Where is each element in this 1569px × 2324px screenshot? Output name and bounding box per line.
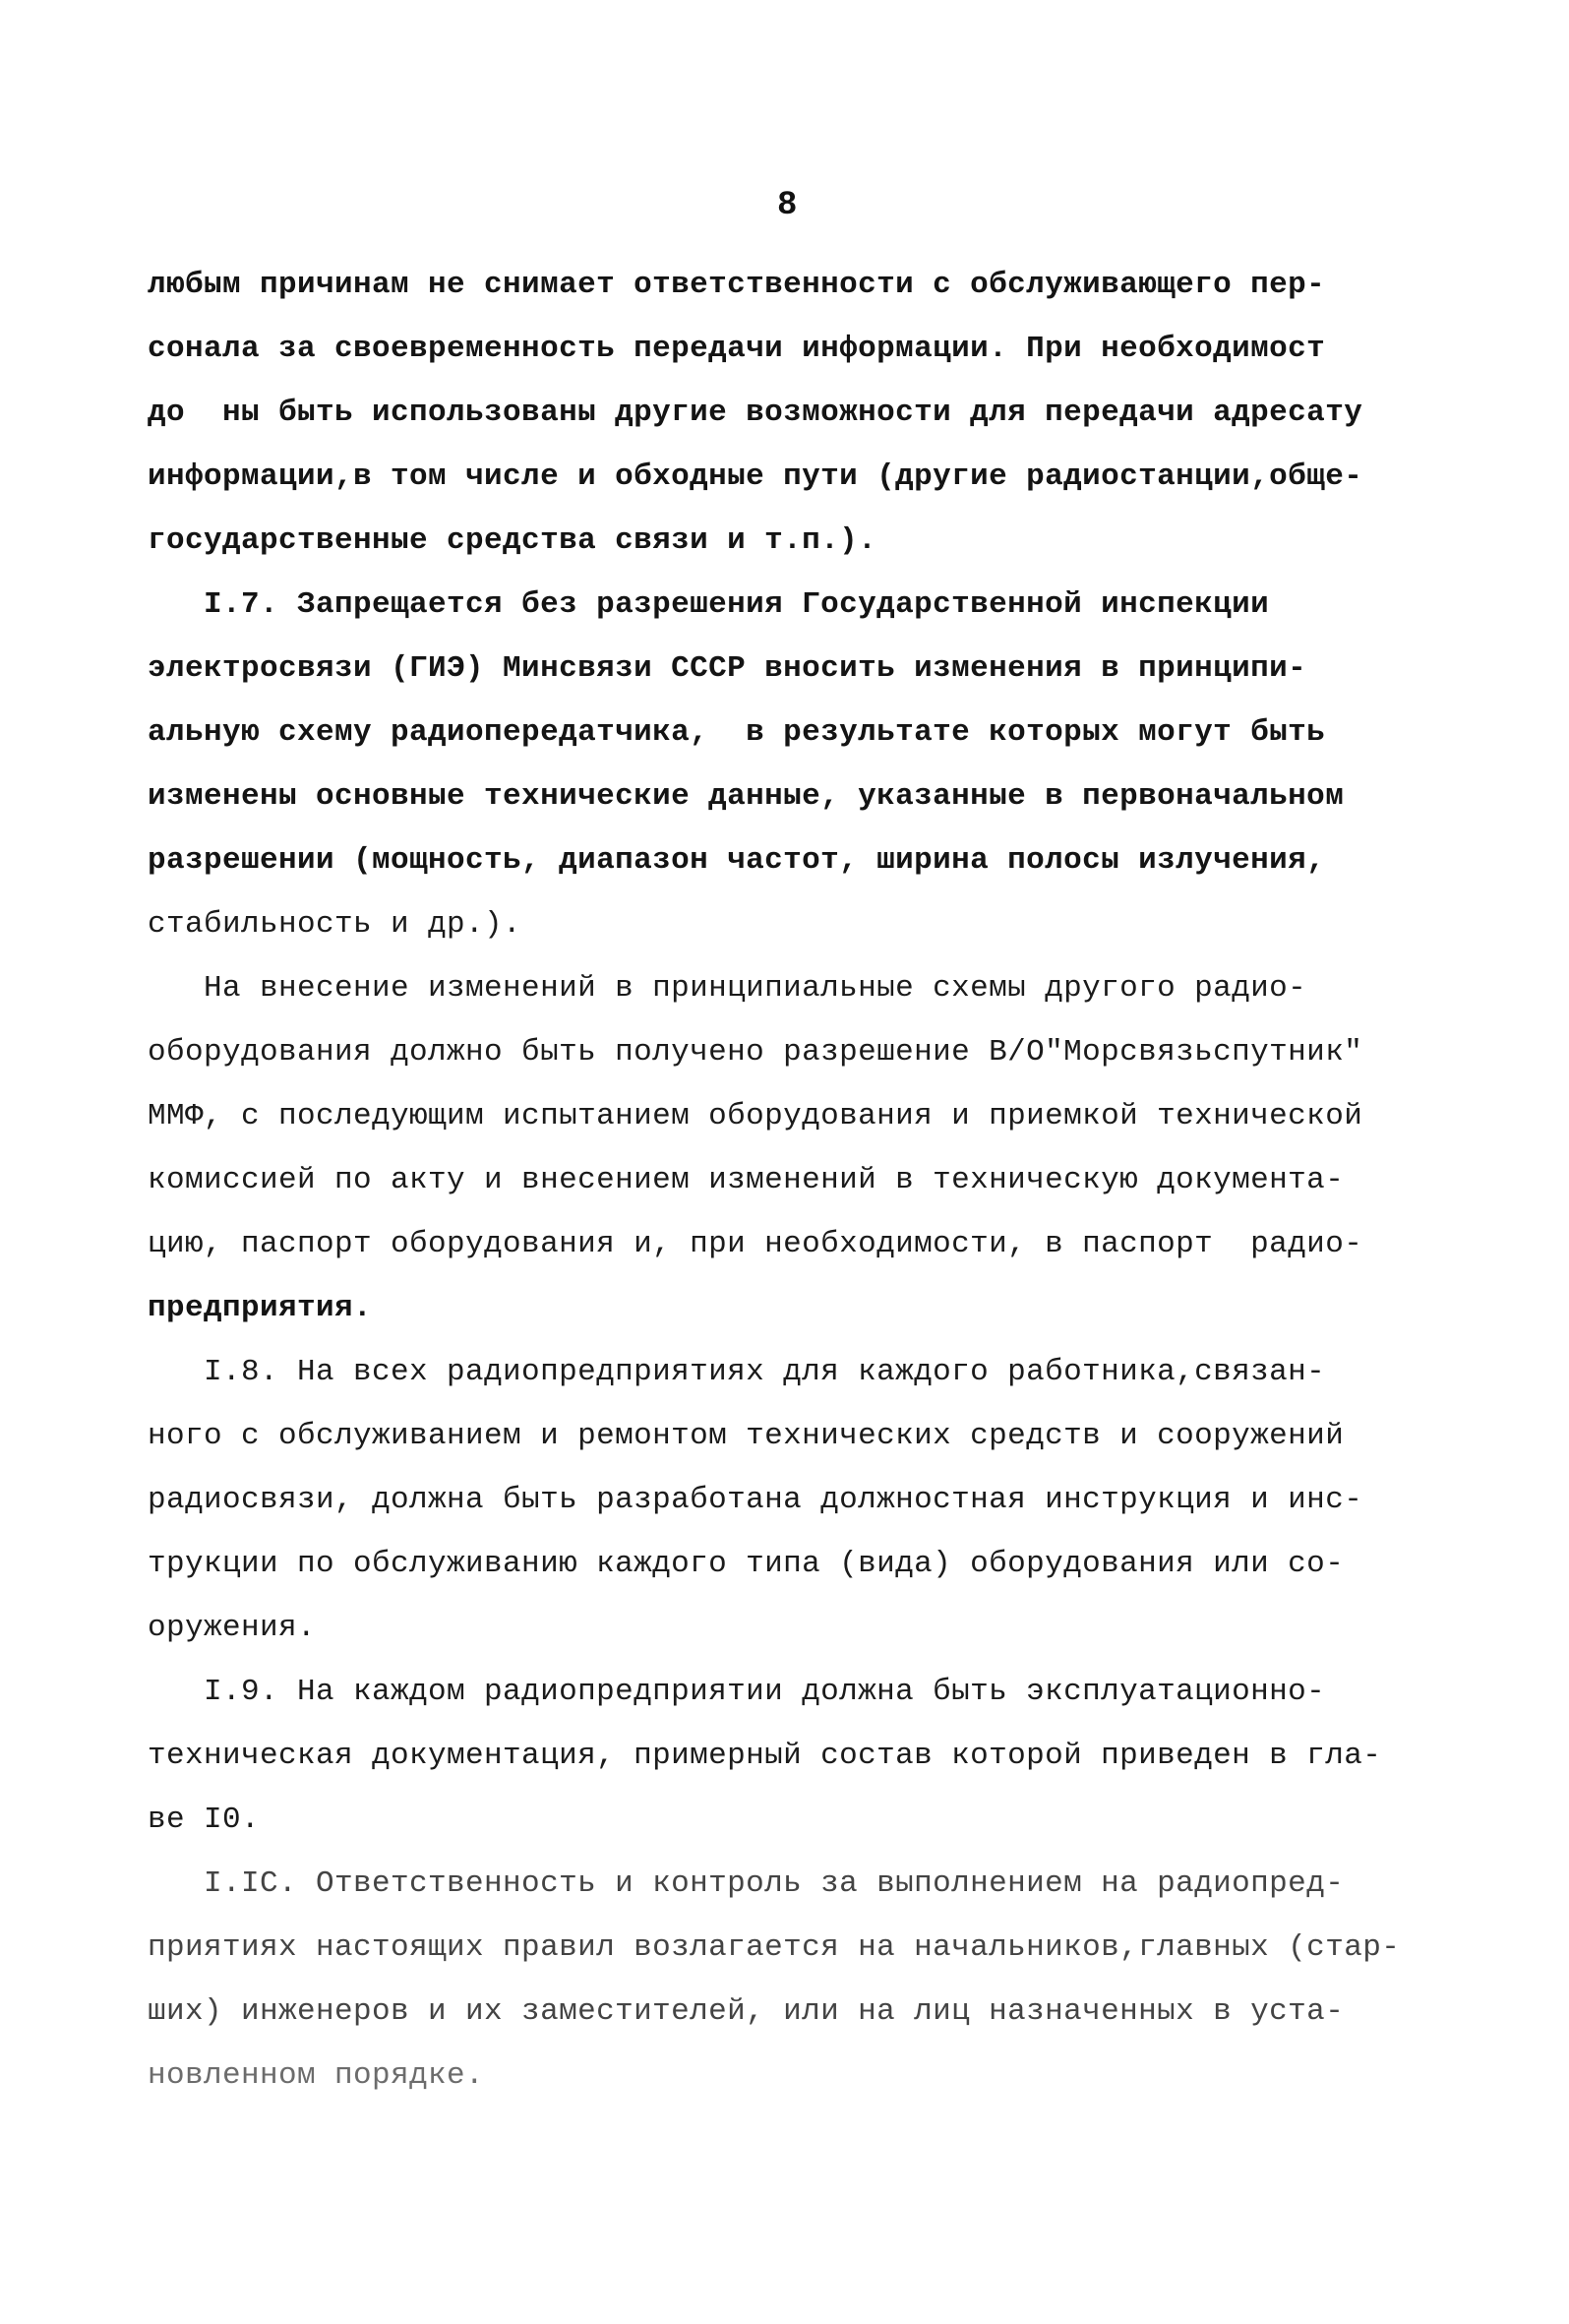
text-line-7: электросвязи (ГИЭ) Минсвязи СССР вносить изменения в принципи- — [148, 651, 1307, 686]
text-line-11: стабильность и др.). — [148, 907, 522, 942]
text-line-10: разрешении (мощность, диапазон частот, ширина полосы излучения, — [148, 843, 1326, 878]
text-line-26: I.IC. Ответственность и контроль за выполнением на радиопред- — [148, 1866, 1345, 1901]
text-line-21: трукции по обслуживанию каждого типа (вида) оборудования или со- — [148, 1547, 1345, 1581]
text-line-20: радиосвязи, должна быть разработана должностная инструкция и инс- — [148, 1483, 1363, 1517]
text-line-1: любым причинам не снимает ответственности с обслуживающего пер- — [148, 268, 1326, 302]
text-line-8: альную схему радиопередатчика, в результате которых могут быть — [148, 715, 1326, 750]
text-line-19: ного с обслуживанием и ремонтом технических средств и сооружений — [148, 1419, 1345, 1453]
text-line-2: сонала за своевременность передачи информации. При необходимост — [148, 332, 1326, 366]
text-line-3: до ны быть использованы другие возможности для передачи адресату — [148, 396, 1363, 430]
text-line-17: предприятия. — [148, 1291, 373, 1325]
text-line-4: информации,в том числе и обходные пути (другие радиостанции,обще- — [148, 459, 1363, 494]
text-line-14: ММФ, с последующим испытанием оборудования и приемкой технической — [148, 1099, 1363, 1133]
text-line-23: I.9. На каждом радиопредприятии должна быть эксплуатационно- — [148, 1675, 1326, 1709]
text-line-5: государственные средства связи и т.п.). — [148, 523, 877, 558]
text-line-9: изменены основные технические данные, указанные в первоначальном — [148, 779, 1345, 814]
text-line-18: I.8. На всех радиопредприятиях для каждого работника,связан- — [148, 1355, 1326, 1389]
page-number: 8 — [777, 187, 798, 224]
text-line-24: техническая документация, примерный состав которой приведен в гла- — [148, 1739, 1382, 1773]
text-line-13: оборудования должно быть получено разрешение В/О"Морсвязьспутник" — [148, 1035, 1363, 1070]
text-line-27: приятиях настоящих правил возлагается на начальников,главных (стар- — [148, 1930, 1401, 1965]
text-line-12: На внесение изменений в принципиальные схемы другого радио- — [148, 971, 1307, 1006]
text-line-28: ших) инженеров и их заместителей, или на лиц назначенных в уста- — [148, 1994, 1345, 2029]
text-line-29: новленном порядке. — [148, 2058, 485, 2093]
text-line-22: оружения. — [148, 1611, 317, 1645]
text-line-6: I.7. Запрещается без разрешения Государственной инспекции — [148, 587, 1270, 622]
text-line-25: ве I0. — [148, 1803, 261, 1837]
text-line-16: цию, паспорт оборудования и, при необходимости, в паспорт радио- — [148, 1227, 1363, 1261]
text-line-15: комиссией по акту и внесением изменений в техническую документа- — [148, 1163, 1345, 1197]
